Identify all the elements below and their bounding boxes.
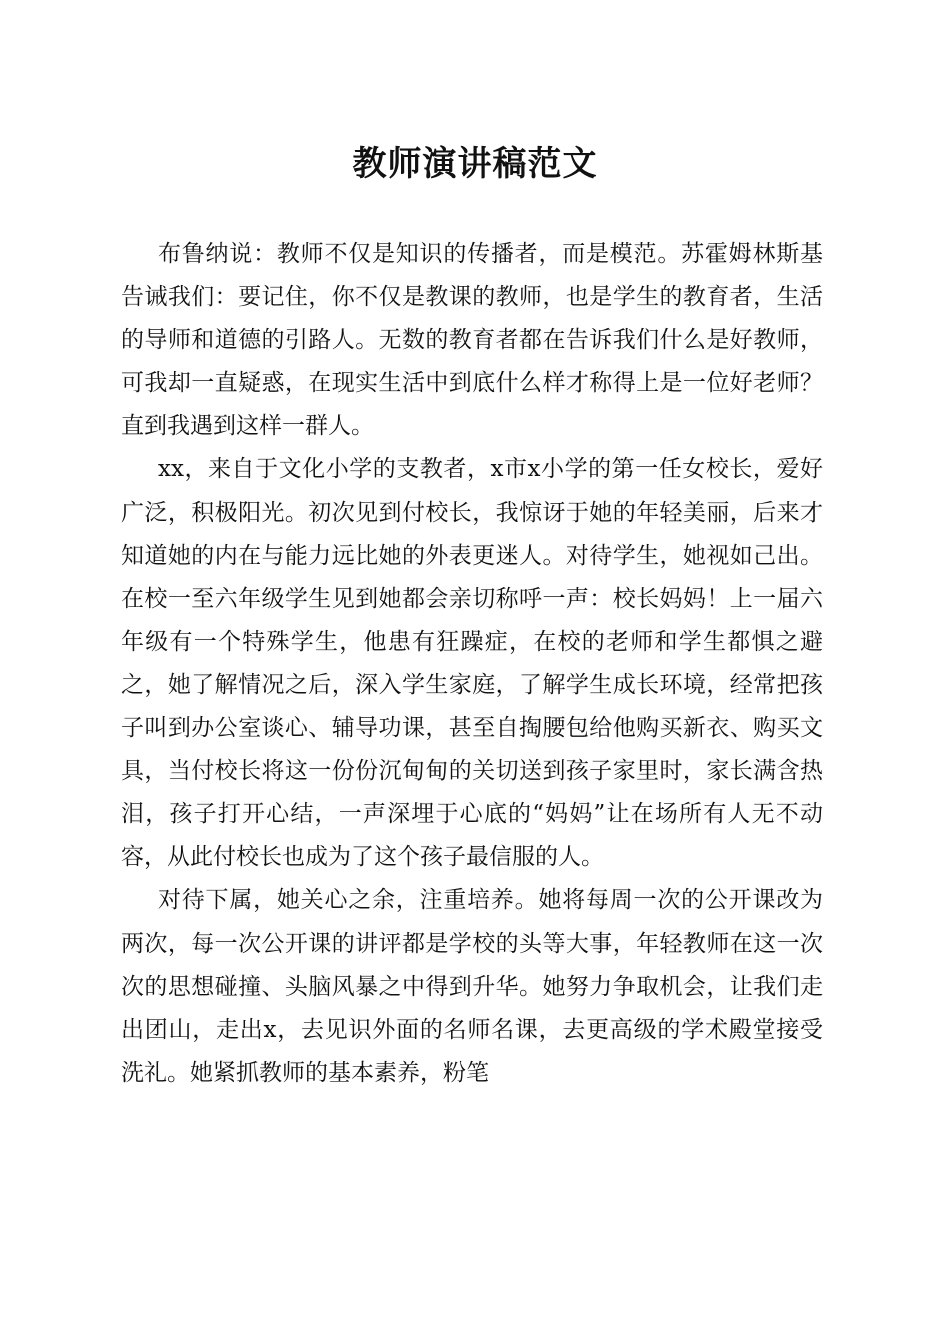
paragraph-3: 对待下属，她关心之余，注重培养。她将每周一次的公开课改为两次，每一次公开课的讲评都是学校的头等大事，年轻教师在这一次次的思想碰撞、头脑风暴之中得到升华。她努力争取机会，让我们走出团山，走出x，去见识外面的名师名课，去更高级的学术殿堂接受洗礼。她紧抓教师的基本素养，粉笔 [121, 887, 823, 1086]
paragraph-2: xx，来自于文化小学的支教者，x市x小学的第一任女校长，爱好广泛，积极阳光。初次见到付校长，我惊讶于她的年轻美丽，后来才知道她的内在与能力远比她的外表更迷人。对待学生，她视如己出。在校一至六年级学生见到她都会亲切称呼一声：校长妈妈！上一届六年级有一个特殊学生，他患有狂躁症，在校的老师和学生都惧之避之，她了解情况之后，深入学生家庭，了解学生成长环境，经常把孩子叫到办公室谈心、辅导功课，甚至自掏腰包给他购买新衣、购买文具，当付校长将这一份份沉甸甸的关切送到孩子家里时，家长满含热泪，孩子打开心结，一声深埋于心底的“妈妈”让在场所有人无不动容，从此付校长也成为了这个孩子最信服的人。 [121, 456, 823, 871]
document-title: 教师演讲稿范文 [352, 144, 598, 184]
paragraph-1: 布鲁纳说：教师不仅是知识的传播者，而是模范。苏霍姆林斯基告诫我们：要记住，你不仅是教课的教师，也是学生的教育者，生活的导师和道德的引路人。无数的教育者都在告诉我们什么是好教师，可我却一直疑惑，在现实生活中到底什么样才称得上是一位好老师？直到我遇到这样一群人。 [121, 241, 823, 440]
document-body [121, 233, 823, 1095]
